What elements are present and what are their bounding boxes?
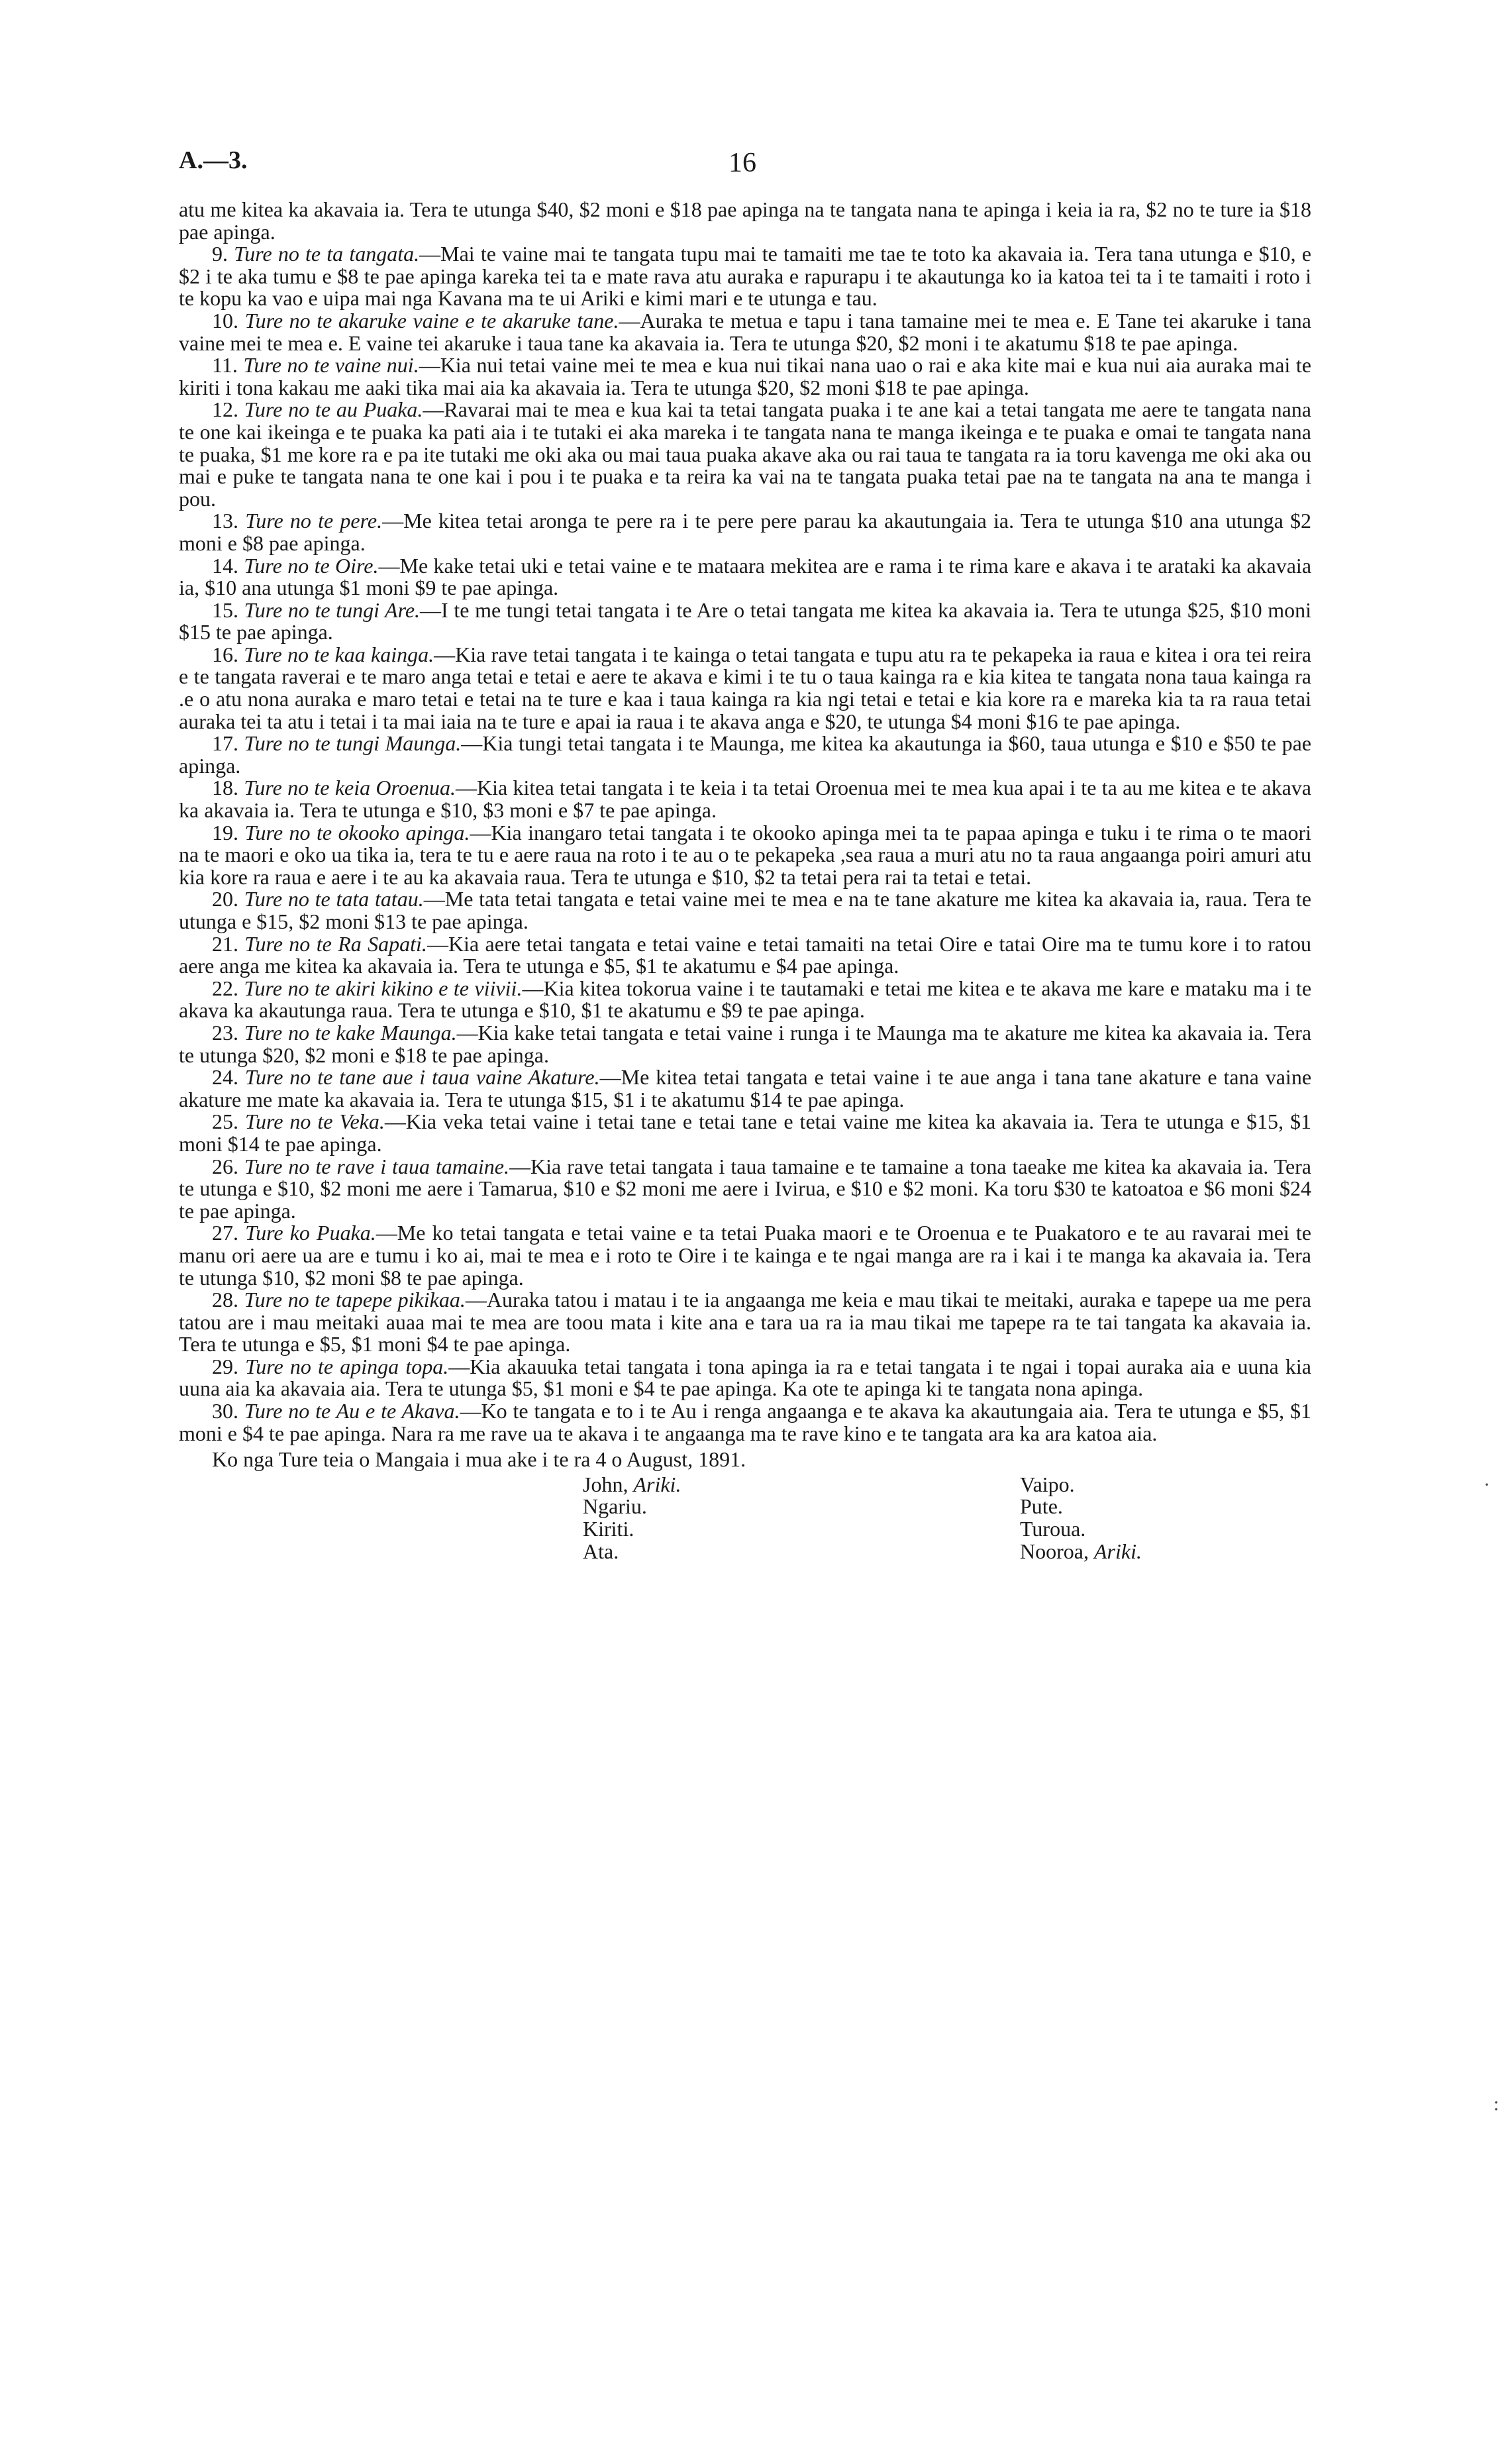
signatory-name: Ngariu.: [583, 1494, 647, 1519]
document-body: [179, 199, 1311, 1445]
section-number: 22.: [212, 976, 238, 1000]
law-section: [179, 555, 1311, 599]
section-title: Ture no te Oire.: [244, 553, 379, 578]
law-section: [179, 243, 1311, 310]
section-title: Ture no te Ra Sapati.: [244, 931, 427, 956]
signatory: [583, 1474, 1020, 1496]
section-title: Ture no te tane aue i taua vaine Akature.: [244, 1065, 600, 1090]
section-title: Ture no te tungi Maunga.: [244, 731, 462, 756]
signatory: [1020, 1496, 1285, 1518]
signatory-name: Kiriti.: [583, 1517, 634, 1541]
section-text: —Mai te vaine mai te tangata tupu mai te tamaiti me tae te toto ka akavaia ia. Tera tana utunga e $10, e $2 i te aka tumu e $8 te pae apinga kareka tei ta e mate rava atu auraka e rapurapu i te akautunga ko ia katoa tei ta i te tamaiti i roto i te kopu ka vao e uipa mai nga Kavana ma te ui Ariki e kimi mari e te utunga e tau.: [179, 242, 1311, 311]
signatory: [1020, 1518, 1285, 1541]
law-section: [179, 822, 1311, 889]
signatory: [583, 1541, 1020, 1563]
signatory-name: Pute.: [1020, 1494, 1063, 1519]
margin-mark: :: [1493, 2093, 1499, 2115]
law-section: [179, 1022, 1311, 1066]
section-text: —Kia inangaro tetai tangata i te okooko apinga mei ta te papaa apinga e tuku i te rima o te maori na te maori e oko ua tika ia, tera te tu e aere raua na roto i te au o te pekapeka ,sea raua a muri atu no ta raua angaanga poiri amuri atu kia kore ra raua e aere i te au ka akavaia raua. Tera te utunga e $10, $2 ta tetai pera rai ta tetai e tetai.: [179, 820, 1312, 889]
law-section: [179, 399, 1311, 510]
law-section: [179, 310, 1311, 354]
law-section: [179, 888, 1311, 933]
signatures-left-column: [583, 1474, 1020, 1563]
law-section: [179, 777, 1311, 821]
section-text: —Me tata tetai tangata e tetai vaine mei te mea e na te tane akature me kitea ka akavaia ia, raua. Tera te utunga e $15, $2 moni $13 te pae apinga.: [179, 887, 1312, 933]
signatory: [1020, 1474, 1285, 1496]
section-text: —Me ko tetai tangata e tetai vaine e ta tetai Puaka maori e te Oroenua e te Puakatoro e te au ravarai mei te manu ori aere ua are e tumu i ko ai, mai te mea e i roto te Oire i te kainga e te ngai manga are ra i kai i te manga ka akavaia ia. Tera te utunga $10, $2 moni $8 te pae apinga.: [179, 1221, 1312, 1290]
section-number: 11.: [212, 353, 238, 378]
document-reference: A.—3.: [179, 146, 248, 174]
signatory-name: Nooroa,: [1020, 1539, 1089, 1563]
law-section: [179, 1156, 1311, 1223]
section-number: 26.: [212, 1154, 238, 1178]
page-header: [179, 139, 1311, 199]
section-number: 24.: [212, 1065, 238, 1090]
document-page: [179, 139, 1311, 1563]
section-text: —Ravarai mai te mea e kua kai ta tetai tangata puaka i te ane kai a tetai tangata me aere te tangata nana te one kai ikeinga e te puaka ka pati aia i te tutaki ei aka mareka i te tangata nana te manga ikeinga e te puaka e omai te tangata nana te puaka, $1 me kore ra e pa ite tutaki me oki aka ou mai taua puaka akave aka ou rai taua te tangata ra ia toru kavenga me oki aka ou mai e puke te tangata nana te one kai i pou i te puaka e ta reira ka vai na te tangata puaka tetai pae na te tangata na ana te manga i pou.: [179, 397, 1312, 511]
section-title: Ture no te au Puaka.: [244, 397, 423, 422]
signatory: [1020, 1541, 1285, 1563]
section-text: —Kia rave tetai tangata i taua tamaine e te tamaine a tona taeake me kitea ka akavaia ia. Tera te utunga e $10, $2 moni me aere i Tamarua, $10 e $2 moni me aere i Ivirua, e $10 e $2 moni. Ka toru $30 te katoatoa e $6 moni $24 te pae apinga.: [179, 1154, 1312, 1223]
margin-mark: ·: [1484, 1474, 1490, 1496]
signatory: [583, 1496, 1020, 1518]
signatory: [583, 1518, 1020, 1541]
section-number: 14.: [212, 553, 238, 578]
section-title: Ture no te apinga topa.: [245, 1354, 449, 1378]
section-text: —Kia veka tetai vaine i tetai tane e tetai tane e tetai vaine me kitea ka akavaia ia. Tera te utunga e $15, $1 moni $14 te pae apinga.: [179, 1109, 1312, 1156]
law-section: [179, 354, 1311, 399]
section-title: Ture no te rave i taua tamaine.: [244, 1154, 509, 1178]
section-title: Ture no te tapepe pikikaa.: [244, 1288, 466, 1312]
section-text: —Kia kake tetai tangata e tetai vaine i runga i te Maunga ma te akature me kitea ka akavaia ia. Tera te utunga $20, $2 moni e $18 te pae apinga.: [179, 1020, 1312, 1067]
signatory-name: Ata.: [583, 1539, 619, 1563]
law-section: [179, 933, 1311, 978]
section-number: 29.: [212, 1354, 238, 1378]
section-title: Ture no te keia Oroenua.: [244, 776, 456, 800]
section-number: 18.: [212, 776, 238, 800]
section-title: Ture no te ta tangata.: [234, 242, 420, 266]
section-text: —Kia akauuka tetai tangata i tona apinga ia ra e tetai tangata i te ngai i topai auraka aia e uuna kia uuna aia ka akavaia aia. Tera te utunga $5, $1 moni e $4 te pae apinga. Ka ote te apinga ki te tangata nona apinga.: [179, 1354, 1312, 1401]
section-text: —Kia kitea tetai tangata i te keia i ta tetai Oroenua mei te mea kua apai i te ta au me kitea e te akava ka akavaia ia. Tera te utunga e $10, $3 moni e $7 te pae apinga.: [179, 776, 1312, 823]
section-number: 19.: [212, 820, 238, 845]
section-number: 12.: [212, 397, 238, 422]
section-text: —Ko te tangata e to i te Au i renga angaanga e te akava ka akautungaia aia. Tera te utunga e $5, $1 moni e $4 te pae apinga. Nara ra me rave ua te akava i te angaanga ma te rave kino e te tangata ara ka ara katoa aia.: [179, 1399, 1312, 1445]
section-title: Ture no te akiri kikino e te viivii.: [244, 976, 523, 1000]
section-title: Ture no te tata tatau.: [244, 887, 424, 911]
law-section: [179, 1289, 1311, 1356]
section-number: 27.: [212, 1221, 238, 1245]
section-text: —Kia aere tetai tangata e tetai vaine e tetai tamaiti na tetai Oire e tatai Oire ma te tumu kore i to ratou aere anga me kitea ka akavaia ia. Tera te utunga e $5, $1 te akatumu e $4 pae apinga.: [179, 931, 1312, 978]
section-number: 15.: [212, 597, 238, 622]
law-section: [179, 978, 1311, 1022]
law-section: [179, 1356, 1311, 1400]
section-title: Ture no te okooko apinga.: [244, 820, 470, 845]
section-text: —Me kitea tetai aronga te pere ra i te pere pere parau ka akautungaia ia. Tera te utunga $10 ana utunga $2 moni e $8 pae apinga.: [179, 509, 1312, 555]
page-number: 16: [729, 148, 756, 178]
section-text: —Auraka tatou i matau i te ia angaanga me keia e mau tikai te meitaki, auraka e tapepe ua me pera tatou are i mau meitaki auaa mai te mea are toou mata i kite ana e tara ua ra ia mau tikai me tapepe ra te tai tangata ka akavaia ia. Tera te utunga e $5, $1 moni $4 te pae apinga.: [179, 1288, 1312, 1357]
section-text: —Me kitea tetai tangata e tetai vaine i te aue anga i tana tane akature e tana vaine akature me mate ka akavaia ia. Tera te utunga $15, $1 i te akatumu $14 te pae apinga.: [179, 1065, 1312, 1111]
law-section: [179, 733, 1311, 777]
law-section: [179, 1400, 1311, 1445]
signatory-name: John,: [583, 1472, 629, 1496]
section-number: 23.: [212, 1020, 238, 1045]
section-number: 9.: [212, 242, 228, 266]
law-section: [179, 510, 1311, 554]
section-number: 21.: [212, 931, 238, 956]
law-section: [179, 1222, 1311, 1289]
section-text: —Kia rave tetai tangata i te kainga o tetai tangata e tupu atu ra te pekapeka ia raua e kitea i ora tei reira e te tangata raverai e te maro anga tetai e tetai e aere te akava e kimi i te tu o taua kainga ra e kia kitea te tangata nona taua kainga ra .e o atu nona auraka e maro tetai e tetai na te ture e kaa i taua kainga ra kia ngi tetai e tetai e kia kore ra e mareka kia ta ra raua tetai auraka tei ta atu i tetai i ta mai iaia na te ture e apai ia raua i te akava anga e $20, te utunga $4 moni $16 te pae apinga.: [179, 642, 1312, 733]
intro-paragraph: atu me kitea ka akavaia ia. Tera te utunga $40, $2 moni e $18 pae apinga na te tangata nana te apinga i keia ia ra, $2 no te ture ia $18 pae apinga.: [179, 197, 1311, 244]
section-text: —I te me tungi tetai tangata i te Are o tetai tangata me kitea ka akavaia ia. Tera te utunga $25, $10 moni $15 te pae apinga.: [179, 597, 1312, 644]
closing-statement: Ko nga Ture teia o Mangaia i mua ake i te ra 4 o August, 1891.: [212, 1447, 746, 1472]
section-title: Ture no te kaa kainga.: [244, 642, 434, 666]
section-text: —Kia kitea tokorua vaine i te tautamaki e tetai me kitea e te akava me kare e mataku ma i te akava ka akautunga raua. Tera te utunga e $10, $1 te akatumu e $9 te pae apinga.: [179, 976, 1312, 1023]
section-title: Ture no te vaine nui.: [243, 353, 419, 378]
section-title: Ture no te Veka.: [244, 1109, 385, 1134]
section-title: Ture ko Puaka.: [245, 1221, 376, 1245]
section-title: Ture no te Au e te Akava.: [244, 1399, 460, 1423]
section-number: 16.: [212, 642, 238, 666]
section-title: Ture no te tungi Are.: [244, 597, 421, 622]
section-number: 13.: [212, 509, 238, 533]
section-number: 25.: [212, 1109, 238, 1134]
signature-block: [179, 1474, 1311, 1563]
signatures-right-column: [1020, 1474, 1285, 1563]
law-section: [179, 1111, 1311, 1155]
section-number: 20.: [212, 887, 238, 911]
section-number: 17.: [212, 731, 238, 756]
signatory-title: Ariki.: [633, 1472, 681, 1496]
signatory-name: Turoua.: [1020, 1517, 1086, 1541]
section-text: —Kia nui tetai vaine mei te mea e kua nui tikai nana uao o rai e aka kite mai e kua nui aia auraka mai te kiriti i tona kakau me aaki tika mai aia ka akavaia ia. Tera te utunga $20, $2 moni $18 te pae apinga.: [179, 353, 1312, 399]
section-number: 30.: [212, 1399, 238, 1423]
section-title: Ture no te kake Maunga.: [244, 1020, 457, 1045]
section-number: 28.: [212, 1288, 238, 1312]
signatory-title: Ariki.: [1093, 1539, 1142, 1563]
section-text: —Me kake tetai uki e tetai vaine e te mataara mekitea are e rama i te rima kare e akava i te arataki ka akavaia ia, $10 ana utunga $1 moni $9 te pae apinga.: [179, 553, 1312, 600]
law-section: [179, 644, 1311, 733]
signatory-name: Vaipo.: [1020, 1472, 1075, 1496]
section-text: —Auraka te metua e tapu i tana tamaine mei te mea e. E Tane tei akaruke i tana vaine mei te mea e. E vaine tei akaruke i taua tane ka akavaia ia. Tera te utunga $20, $2 moni i te akatumu $18 te pae apinga.: [179, 308, 1312, 355]
law-section: [179, 1066, 1311, 1111]
section-text: —Kia tungi tetai tangata i te Maunga, me kitea ka akautunga ia $60, taua utunga e $10 e $50 te pae apinga.: [179, 731, 1312, 778]
law-section: [179, 599, 1311, 644]
section-title: Ture no te pere.: [245, 509, 383, 533]
section-title: Ture no te akaruke vaine e te akaruke tane.: [244, 308, 619, 333]
section-number: 10.: [212, 308, 238, 333]
law-sections: [179, 243, 1311, 1445]
